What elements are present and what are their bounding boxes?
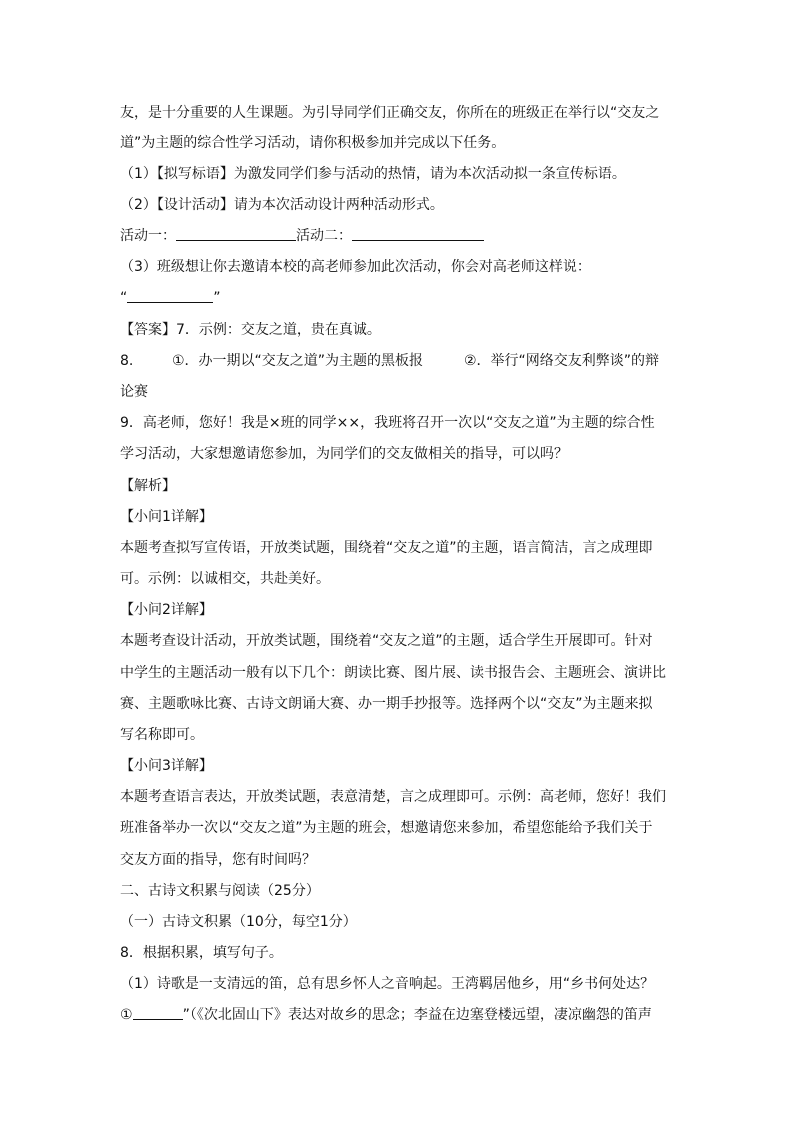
question-8: 8．根据积累，填写句子。 <box>120 945 283 961</box>
question-8-1: （1）诗歌是一支清远的笛，总有思乡怀人之音响起。王湾羁居他乡，用“乡书何处达？ <box>120 976 655 992</box>
subquestion-1-heading: 【小问1详解】 <box>120 509 213 525</box>
task-3: （3）班级想让你去邀请本校的高老师参加此次活动，你会对高老师这样说： <box>120 259 591 275</box>
line-rest: ”（《次北固山下》表达对故乡的思念；李益在边塞登楼远望，凄凉幽怨的笛声 <box>182 1007 652 1023</box>
paragraph-line: 写名称即可。 <box>120 727 204 743</box>
subquestion-3-heading: 【小问3详解】 <box>120 758 213 774</box>
answer-8-option-1: ①．办一期以“交友之道”为主题的黑板报 <box>172 353 424 369</box>
close-quote: ” <box>213 290 221 306</box>
paragraph-line: 友，是十分重要的人生课题。为引导同学们正确交友，你所在的班级正在举行以“交友之 <box>120 105 660 121</box>
paragraph-line: 本题考查拟写宣传语，开放类试题，围绕着“交友之道”的主题，语言简洁，言之成理即 <box>120 540 653 556</box>
answer-8 <box>120 350 680 372</box>
paragraph-line: 可。示例：以诚相交，共赴美好。 <box>120 571 330 587</box>
activity-2-label: 活动二： <box>296 228 352 244</box>
activity-1-blank[interactable] <box>176 226 296 241</box>
section-heading: 二、古诗文积累与阅读（25分） <box>120 883 320 899</box>
answer-7: 【答案】7．示例：交友之道，贵在真诚。 <box>120 322 381 338</box>
activity-line <box>120 225 680 247</box>
blank-1[interactable] <box>133 1005 183 1020</box>
paragraph-line: 论赛 <box>120 384 148 400</box>
quote-line <box>120 287 680 309</box>
paragraph-line: 班准备举办一次以“交友之道”为主题的班会，想邀请您来参加，希望您能给予我们关于 <box>120 820 653 836</box>
quote-blank[interactable] <box>127 288 213 303</box>
paragraph-line: 本题考查语言表达，开放类试题，表意清楚，言之成理即可。示例：高老师，您好！我们 <box>120 789 666 805</box>
subquestion-2-heading: 【小问2详解】 <box>120 602 213 618</box>
analysis-heading: 【解析】 <box>120 478 176 494</box>
paragraph-line: 学习活动，大家想邀请您参加，为同学们的交友做相关的指导，可以吗？ <box>120 446 568 462</box>
paragraph-line: 赛、主题歌咏比赛、古诗文朗诵大赛、办一期手抄报等。选择两个以“交友”为主题来拟 <box>120 696 653 712</box>
answer-9: 9．高老师，您好！我是×班的同学××，我班将召开一次以“交友之道”为主题的综合性 <box>120 415 655 431</box>
blank-1-marker: ① <box>120 1007 133 1023</box>
question-8-1-continued <box>120 1004 680 1026</box>
paragraph-line: 本题考查设计活动，开放类试题，围绕着“交友之道”的主题，适合学生开展即可。针对 <box>120 633 653 649</box>
paragraph-line: 道”为主题的综合性学习活动，请你积极参加并完成以下任务。 <box>120 135 506 151</box>
paragraph-line: 交友方面的指导，您有时间吗？ <box>120 852 316 868</box>
task-2: （2）【设计活动】请为本次活动设计两种活动形式。 <box>120 197 444 213</box>
open-quote: “ <box>120 290 128 306</box>
answer-8-option-2: ②．举行“网络交友利弊谈”的辩 <box>464 353 660 369</box>
answer-8-number: 8. <box>120 353 134 369</box>
paragraph-line: 中学生的主题活动一般有以下几个：朗读比赛、图片展、读书报告会、主题班会、演讲比 <box>120 665 666 681</box>
task-1: （1）【拟写标语】为激发同学们参与活动的热情，请为本次活动拟一条宣传标语。 <box>120 166 626 182</box>
activity-1-label: 活动一： <box>120 228 176 244</box>
activity-2-blank[interactable] <box>352 226 484 241</box>
subsection-heading: （一）古诗文积累（10分，每空1分） <box>120 914 357 930</box>
